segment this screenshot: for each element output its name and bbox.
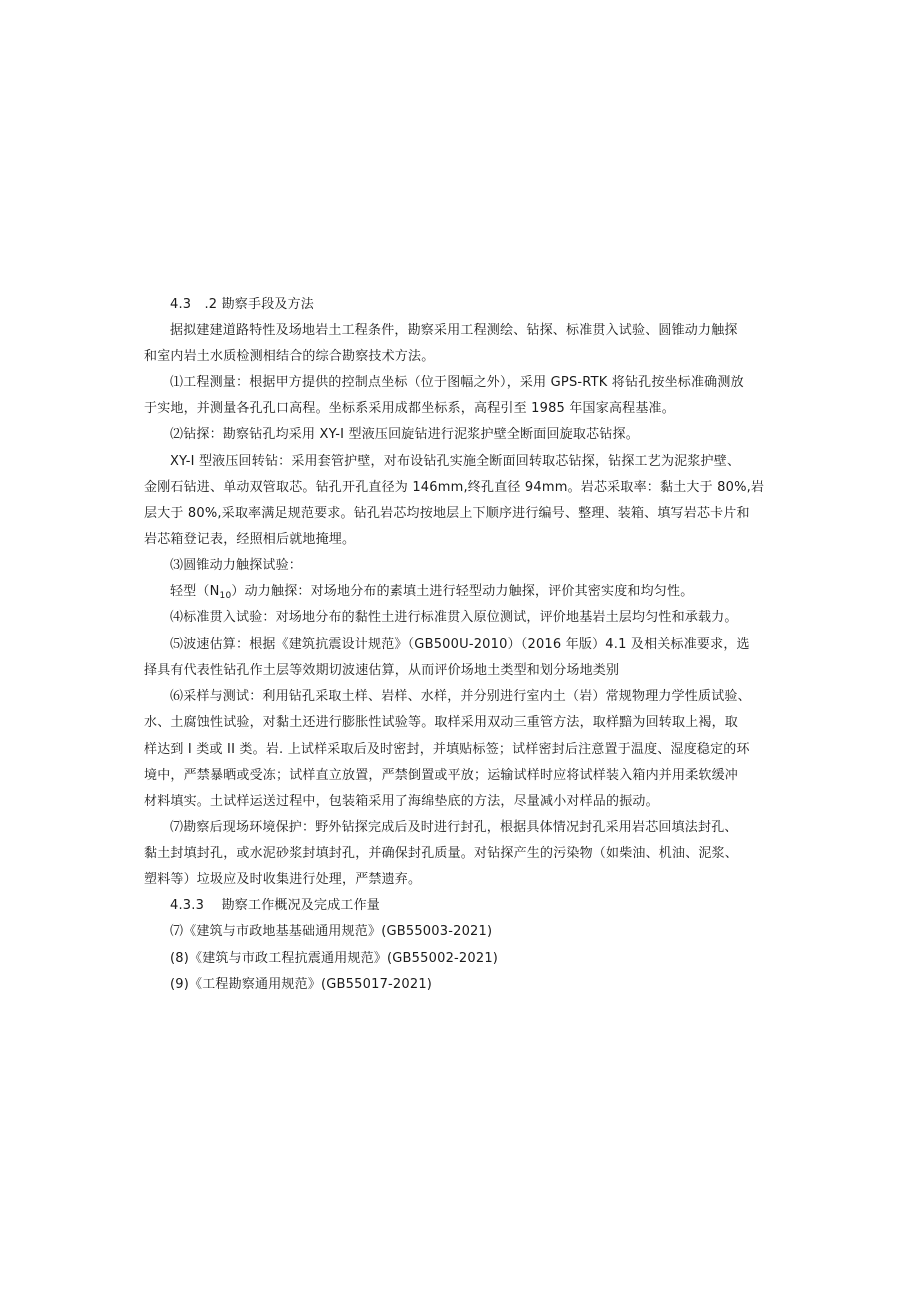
item1-line-1: ⑴工程测量：根据甲方提供的控制点坐标（位于图幅之外），采用 GPS-RTK 将钻孔按坐标准确测放	[170, 375, 744, 390]
item1-line-2: 于实地，并测量各孔孔口高程。坐标系采用成都坐标系，高程引至 1985 年国家高程基准。	[144, 401, 675, 416]
section-heading-2: 4.3.3 勘察工作概况及完成工作量	[170, 898, 381, 913]
item3-line: ⑶圆锥动力触探试验：	[170, 558, 303, 573]
item4-line: ⑷标准贯入试验：对场地分布的黏性土进行标准贯入原位测试，评价地基岩土层均匀性和承载力。	[170, 610, 738, 625]
item3-detail-line	[170, 583, 693, 601]
item6-line-1: ⑹采样与测试：利用钻孔采取土样、岩样、水样，并分别进行室内土（岩）常规物理力学性质试验、	[170, 689, 751, 704]
item6-line-3: 样达到 I 类或 II 类。岩. 上试样采取后及时密封，并填贴标签；试样密封后注意置于温度、湿度稳定的环	[144, 742, 750, 757]
intro-line-1: 据拟建建道路特性及场地岩土工程条件，勘察采用工程测绘、钻探、标准贯入试验、圆锥动力触探	[170, 323, 738, 338]
reference-item-9: (9)《工程勘察通用规范》(GB55017-2021)	[170, 977, 433, 992]
item2-line: ⑵钻探：勘察钻孔均采用 XY-I 型液压回旋钻进行泥浆护壁全断面回旋取芯钻探。	[170, 427, 639, 442]
item2-detail-line-3: 层大于 80%,采取率满足规范要求。钻孔岩芯均按地层上下顺序进行编号、整理、装箱、填写岩芯卡片和	[144, 506, 750, 521]
item7-line-2: 黏土封填封孔，或水泥砂浆封填封孔，并确保封孔质量。对钻探产生的污染物（如柴油、机油、泥浆、	[144, 846, 739, 861]
intro-line-2: 和室内岩土水质检测相结合的综合勘察技术方法。	[144, 349, 435, 364]
section-heading: 4.3 .2 勘察手段及方法	[170, 297, 315, 312]
item7-line-1: ⑺勘察后现场环境保护：野外钻探完成后及时进行封孔，根据具体情况封孔采用岩芯回填法封孔、	[170, 820, 738, 835]
reference-item-7: ⑺《建筑与市政地基基础通用规范》(GB55003-2021)	[170, 924, 493, 939]
item5-line-1: ⑸波速估算：根据《建筑抗震设计规范》（GB500U-2010）（2016 年版）4.1 及相关标准要求，选	[170, 637, 750, 652]
item3-detail-prefix: 轻型（N	[170, 584, 220, 599]
item7-line-3: 塑料等）垃圾应及时收集进行处理，严禁遗弃。	[144, 872, 422, 887]
reference-item-8: (8)《建筑与市政工程抗震通用规范》(GB55002-2021)	[170, 951, 499, 966]
item2-detail-line-1: XY-I 型液压回转钻：采用套管护壁，对布设钻孔实施全断面回转取芯钻探，钻探工艺为泥浆护壁、	[170, 454, 741, 469]
item2-detail-line-2: 金刚石钻进、单动双管取芯。钻孔开孔直径为 146mm,终孔直径 94mm。岩芯采取率：黏土大于 80%,岩	[144, 480, 765, 495]
item6-line-5: 材料填实。土试样运送过程中，包装箱采用了海绵垫底的方法，尽量减小对样品的振动。	[144, 794, 659, 809]
item5-line-2: 择具有代表性钻孔作土层等效期切波速估算，从而评价场地土类型和划分场地类别	[144, 663, 620, 678]
item2-detail-line-4: 岩芯箱登记表，经照相后就地掩埋。	[144, 532, 356, 547]
item3-detail-subscript: 10	[219, 591, 232, 601]
item6-line-2: 水、土腐蚀性试验，对黏土还进行膨胀性试验等。取样采用双动三重管方法，取样黯为回转取上褐，取	[144, 715, 739, 730]
item6-line-4: 境中，严禁暴晒或受冻；试样直立放置，严禁倒置或平放；运输试样时应将试样装入箱内并用柔软缓冲	[144, 768, 739, 783]
item3-detail-rest: ）动力触探：对场地分布的素填土进行轻型动力触探，评价其密实度和均匀性。	[231, 584, 694, 599]
